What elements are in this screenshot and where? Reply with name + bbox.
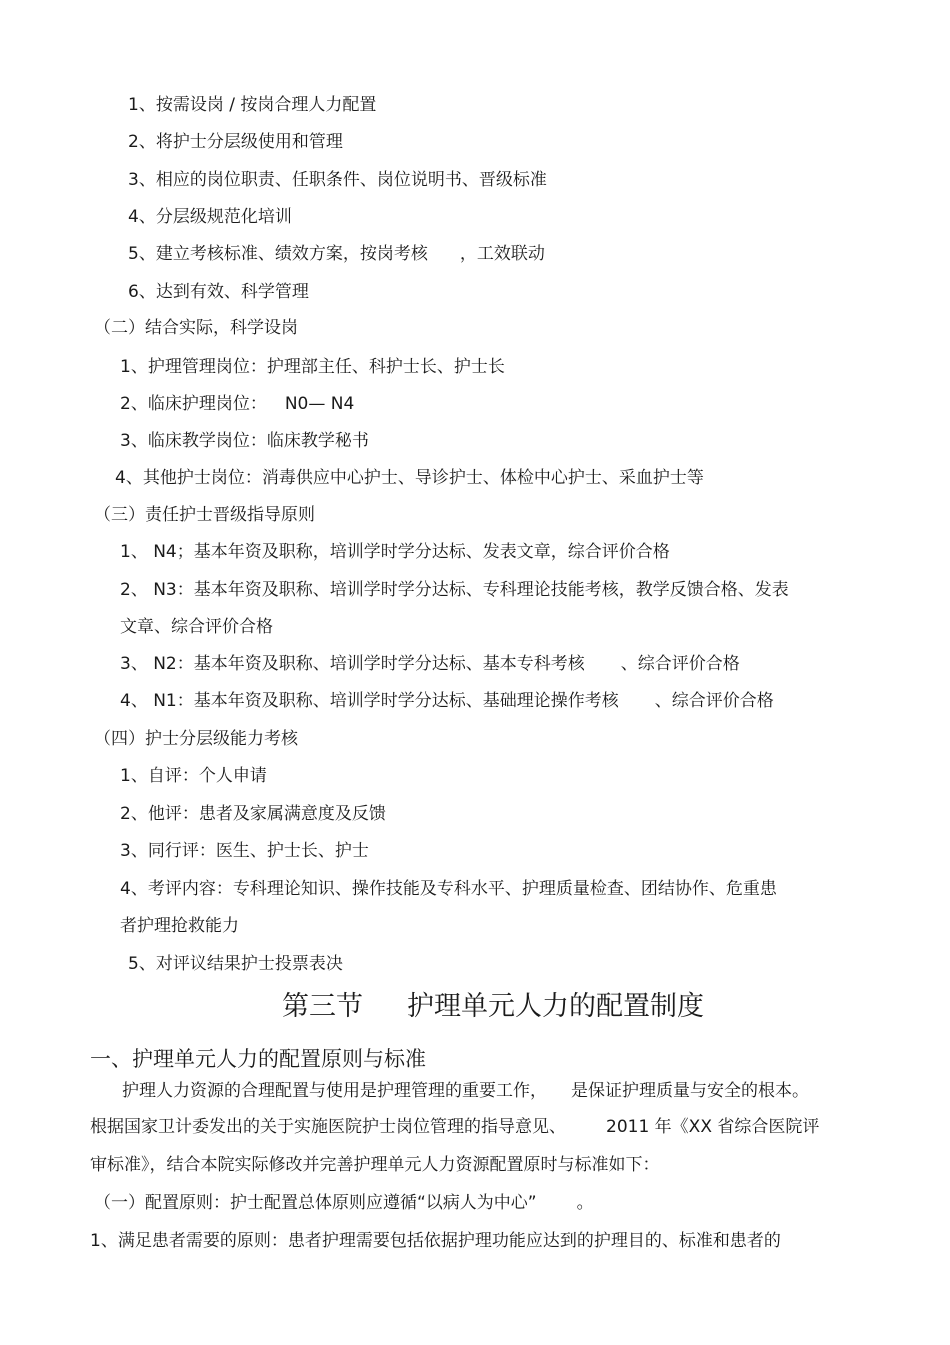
heading: 一、护理单元人力的配置原则与标准 — [90, 1047, 426, 1071]
paragraph-line: 1、满足患者需要的原则：患者护理需要包括依据护理功能应达到的护理目的、标准和患者的 — [90, 1231, 781, 1251]
section-heading: （二）结合实际，科学设岗 — [94, 318, 298, 338]
section-heading: （四）护士分层级能力考核 — [94, 729, 298, 749]
list-item-text: 4、 N1：基本年资及职称、培训学时学分达标、基础理论操作考核 — [120, 691, 619, 711]
section-heading: （三）责任护士晋级指导原则 — [94, 505, 315, 525]
list-item-text: 2、临床护理岗位： — [120, 394, 267, 414]
list-item: 3、同行评：医生、护士长、护士 — [120, 841, 369, 861]
paragraph-text: （一）配置原则：护士配置总体原则应遵循“以病人为中心” — [94, 1193, 537, 1213]
list-item-text: 、综合评价合格 — [620, 654, 740, 674]
list-item: 4、分层级规范化培训 — [128, 207, 292, 227]
list-item — [128, 243, 545, 265]
list-item-text: ，工效联动 — [459, 244, 545, 264]
list-item-continuation: 者护理抢救能力 — [120, 916, 239, 936]
list-item: 3、临床教学岗位：临床教学秘书 — [120, 431, 369, 451]
list-item: 4、其他护士岗位：消毒供应中心护士、导诊护士、体检中心护士、采血护士等 — [115, 468, 704, 488]
paragraph-text: 是保证护理质量与安全的根本。 — [571, 1081, 809, 1101]
list-item: 4、考评内容：专科理论知识、操作技能及专科水平、护理质量检查、团结协作、危重患 — [120, 879, 777, 899]
list-item: 2、他评：患者及家属满意度及反馈 — [120, 804, 386, 824]
list-item-text: 3、 N2：基本年资及职称、培训学时学分达标、基本专科考核 — [120, 654, 585, 674]
list-item-continuation: 文章、综合评价合格 — [120, 617, 273, 637]
section-label: 第三节 — [282, 991, 363, 1022]
chapter-title-text: 护理单元人力的配置制度 — [407, 991, 704, 1022]
list-item — [120, 653, 740, 675]
list-item: 6、达到有效、科学管理 — [128, 282, 309, 302]
paragraph-line — [90, 1116, 819, 1138]
paragraph-text: 根据国家卫计委发出的关于实施医院护士岗位管理的指导意见、 — [90, 1117, 566, 1137]
list-item-text: 5、建立考核标准、绩效方案，按岗考核 — [128, 244, 428, 264]
paragraph-text: 2011 年《XX 省综合医院评 — [606, 1117, 820, 1137]
list-item: 5、对评议结果护士投票表决 — [128, 954, 343, 974]
list-item: 2、 N3：基本年资及职称、培训学时学分达标、专科理论技能考核，教学反馈合格、发表 — [120, 580, 789, 600]
chapter-title — [282, 990, 704, 1024]
list-item: 1、自评：个人申请 — [120, 766, 267, 786]
list-item: 3、相应的岗位职责、任职条件、岗位说明书、晋级标准 — [128, 170, 547, 190]
paragraph-text: 护理人力资源的合理配置与使用是护理管理的重要工作， — [122, 1081, 547, 1101]
list-item: 1、 N4；基本年资及职称，培训学时学分达标、发表文章，综合评价合格 — [120, 542, 670, 562]
list-item-text: N0— N4 — [284, 394, 355, 414]
list-item-text: 、综合评价合格 — [654, 691, 774, 711]
list-item: 1、护理管理岗位：护理部主任、科护士长、护士长 — [120, 357, 505, 377]
list-item — [120, 690, 774, 712]
list-item — [120, 393, 354, 415]
paragraph-line: 审标准》，结合本院实际修改并完善护理单元人力资源配置原时与标准如下： — [90, 1155, 660, 1175]
paragraph-line — [122, 1080, 809, 1102]
paragraph-text: 。 — [576, 1193, 594, 1213]
paragraph-line — [94, 1192, 594, 1214]
list-item: 1、按需设岗 / 按岗合理人力配置 — [128, 95, 377, 115]
list-item: 2、将护士分层级使用和管理 — [128, 132, 343, 152]
